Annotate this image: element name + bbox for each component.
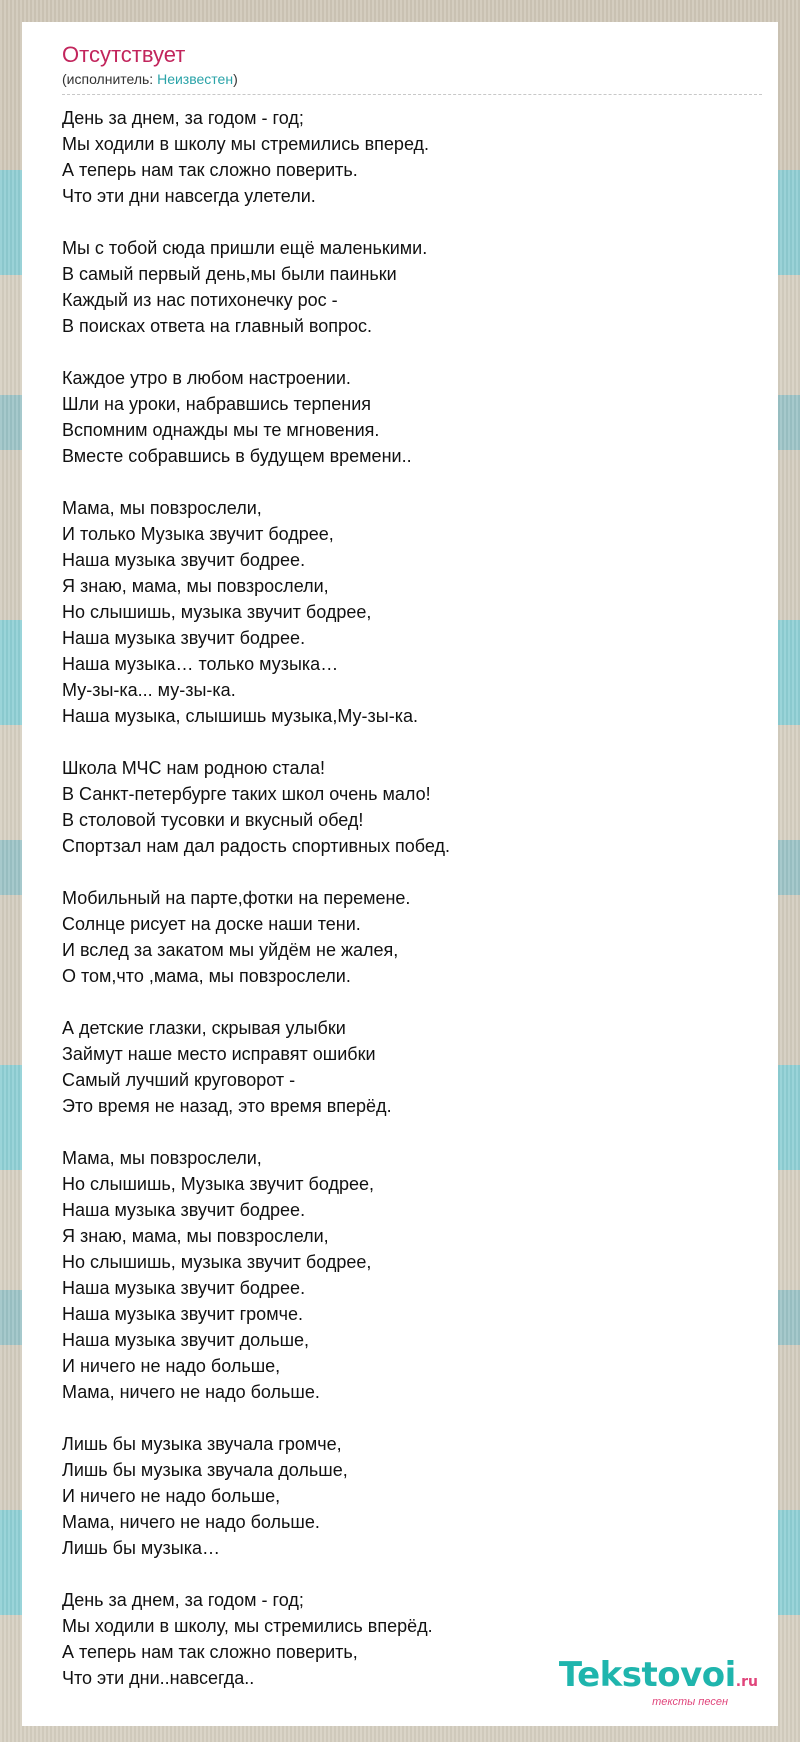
lyric-line: Но слышишь, музыка звучит бодрее,: [62, 1252, 372, 1272]
lyric-line: Что эти дни..навсегда..: [62, 1668, 255, 1688]
lyric-line: Я знаю, мама, мы повзрослели,: [62, 1226, 329, 1246]
lyric-line: Вместе собравшись в будущем времени..: [62, 446, 412, 466]
lyric-line: Мы с тобой сюда пришли ещё маленькими.: [62, 238, 428, 258]
lyric-line: Лишь бы музыка звучала громче,: [62, 1434, 342, 1454]
lyric-line: Лишь бы музыка…: [62, 1538, 220, 1558]
lyric-line: Что эти дни навсегда улетели.: [62, 186, 316, 206]
logo-wordmark: [559, 1657, 758, 1700]
lyric-line: Наша музыка звучит бодрее.: [62, 1200, 306, 1220]
lyric-line: Но слышишь, музыка звучит бодрее,: [62, 602, 372, 622]
lyric-line: Мы ходили в школу мы стремились вперед.: [62, 134, 430, 154]
lyric-line: Школа МЧС нам родною стала!: [62, 758, 325, 778]
lyric-line: Лишь бы музыка звучала дольше,: [62, 1460, 348, 1480]
lyric-line: Шли на уроки, набравшись терпения: [62, 394, 372, 414]
logo-tagline: тексты песен: [652, 1696, 728, 1708]
lyric-line: Каждое утро в любом настроении.: [62, 368, 351, 388]
lyric-line: И ничего не надо больше,: [62, 1356, 281, 1376]
lyrics-stanza: [62, 1015, 758, 1119]
logo-tld: .ru: [735, 1674, 758, 1690]
lyrics-stanza: [62, 755, 758, 859]
lyric-line: В столовой тусовки и вкусный обед!: [62, 810, 364, 830]
lyrics-stanza: [62, 495, 758, 729]
artist-suffix: ): [233, 71, 238, 87]
lyric-line: И только Музыка звучит бодрее,: [62, 524, 334, 544]
lyrics-body: [62, 105, 758, 1691]
lyric-line: Наша музыка звучит бодрее.: [62, 1278, 306, 1298]
lyrics-stanza: [62, 105, 758, 209]
lyrics-card: [22, 22, 778, 1726]
lyric-line: О том,что ,мама, мы повзрослели.: [62, 966, 351, 986]
lyric-line: Я знаю, мама, мы повзрослели,: [62, 576, 329, 596]
lyric-line: Мама, мы повзрослели,: [62, 1148, 262, 1168]
lyric-line: В Санкт-петербурге таких школ очень мало!: [62, 784, 431, 804]
lyric-line: Это время не назад, это время вперёд.: [62, 1096, 392, 1116]
artist-link[interactable]: Неизвестен: [157, 71, 234, 87]
lyrics-stanza: [62, 365, 758, 469]
artist-line: [62, 70, 758, 88]
lyric-line: И ничего не надо больше,: [62, 1486, 281, 1506]
lyric-line: Мобильный на парте,фотки на перемене.: [62, 888, 411, 908]
lyric-line: Мама, ничего не надо больше.: [62, 1512, 320, 1532]
lyric-line: Наша музыка звучит бодрее.: [62, 550, 306, 570]
divider: [62, 94, 762, 95]
lyric-line: Мама, ничего не надо больше.: [62, 1382, 320, 1402]
lyric-line: Но слышишь, Музыка звучит бодрее,: [62, 1174, 374, 1194]
lyric-line: А теперь нам так сложно поверить,: [62, 1642, 358, 1662]
lyrics-stanza: [62, 1145, 758, 1405]
lyric-line: Мы ходили в школу, мы стремились вперёд.: [62, 1616, 433, 1636]
lyric-line: Каждый из нас потихонечку рос -: [62, 290, 338, 310]
lyric-line: Наша музыка звучит бодрее.: [62, 628, 306, 648]
lyrics-stanza: [62, 235, 758, 339]
lyric-line: День за днем, за годом - год;: [62, 108, 304, 128]
artist-prefix: (исполнитель:: [62, 71, 158, 87]
lyric-line: В самый первый день,мы были паиньки: [62, 264, 397, 284]
lyric-line: А теперь нам так сложно поверить.: [62, 160, 358, 180]
lyric-line: Самый лучший круговорот -: [62, 1070, 296, 1090]
lyric-line: Наша музыка… только музыка…: [62, 654, 339, 674]
lyric-line: Займут наше место исправят ошибки: [62, 1044, 376, 1064]
lyric-line: Наша музыка звучит дольше,: [62, 1330, 310, 1350]
site-logo[interactable]: [559, 1657, 758, 1708]
logo-name: Tekstovoi: [558, 1655, 736, 1695]
lyric-line: В поисках ответа на главный вопрос.: [62, 316, 373, 336]
lyric-line: Наша музыка звучит громче.: [62, 1304, 303, 1324]
lyric-line: Солнце рисует на доске наши тени.: [62, 914, 361, 934]
lyric-line: А детские глазки, скрывая улыбки: [62, 1018, 346, 1038]
song-title: Отсутствует: [62, 42, 186, 67]
lyric-line: Му-зы-ка... му-зы-ка.: [62, 680, 236, 700]
lyric-line: Мама, мы повзрослели,: [62, 498, 262, 518]
lyrics-stanza: [62, 1431, 758, 1561]
lyric-line: Вспомним однажды мы те мгновения.: [62, 420, 380, 440]
lyric-line: Спортзал нам дал радость спортивных побед.: [62, 836, 450, 856]
lyric-line: И вслед за закатом мы уйдём не жалея,: [62, 940, 399, 960]
lyric-line: День за днем, за годом - год;: [62, 1590, 304, 1610]
lyric-line: Наша музыка, слышишь музыка,Му-зы-ка.: [62, 706, 418, 726]
lyrics-stanza: [62, 885, 758, 989]
